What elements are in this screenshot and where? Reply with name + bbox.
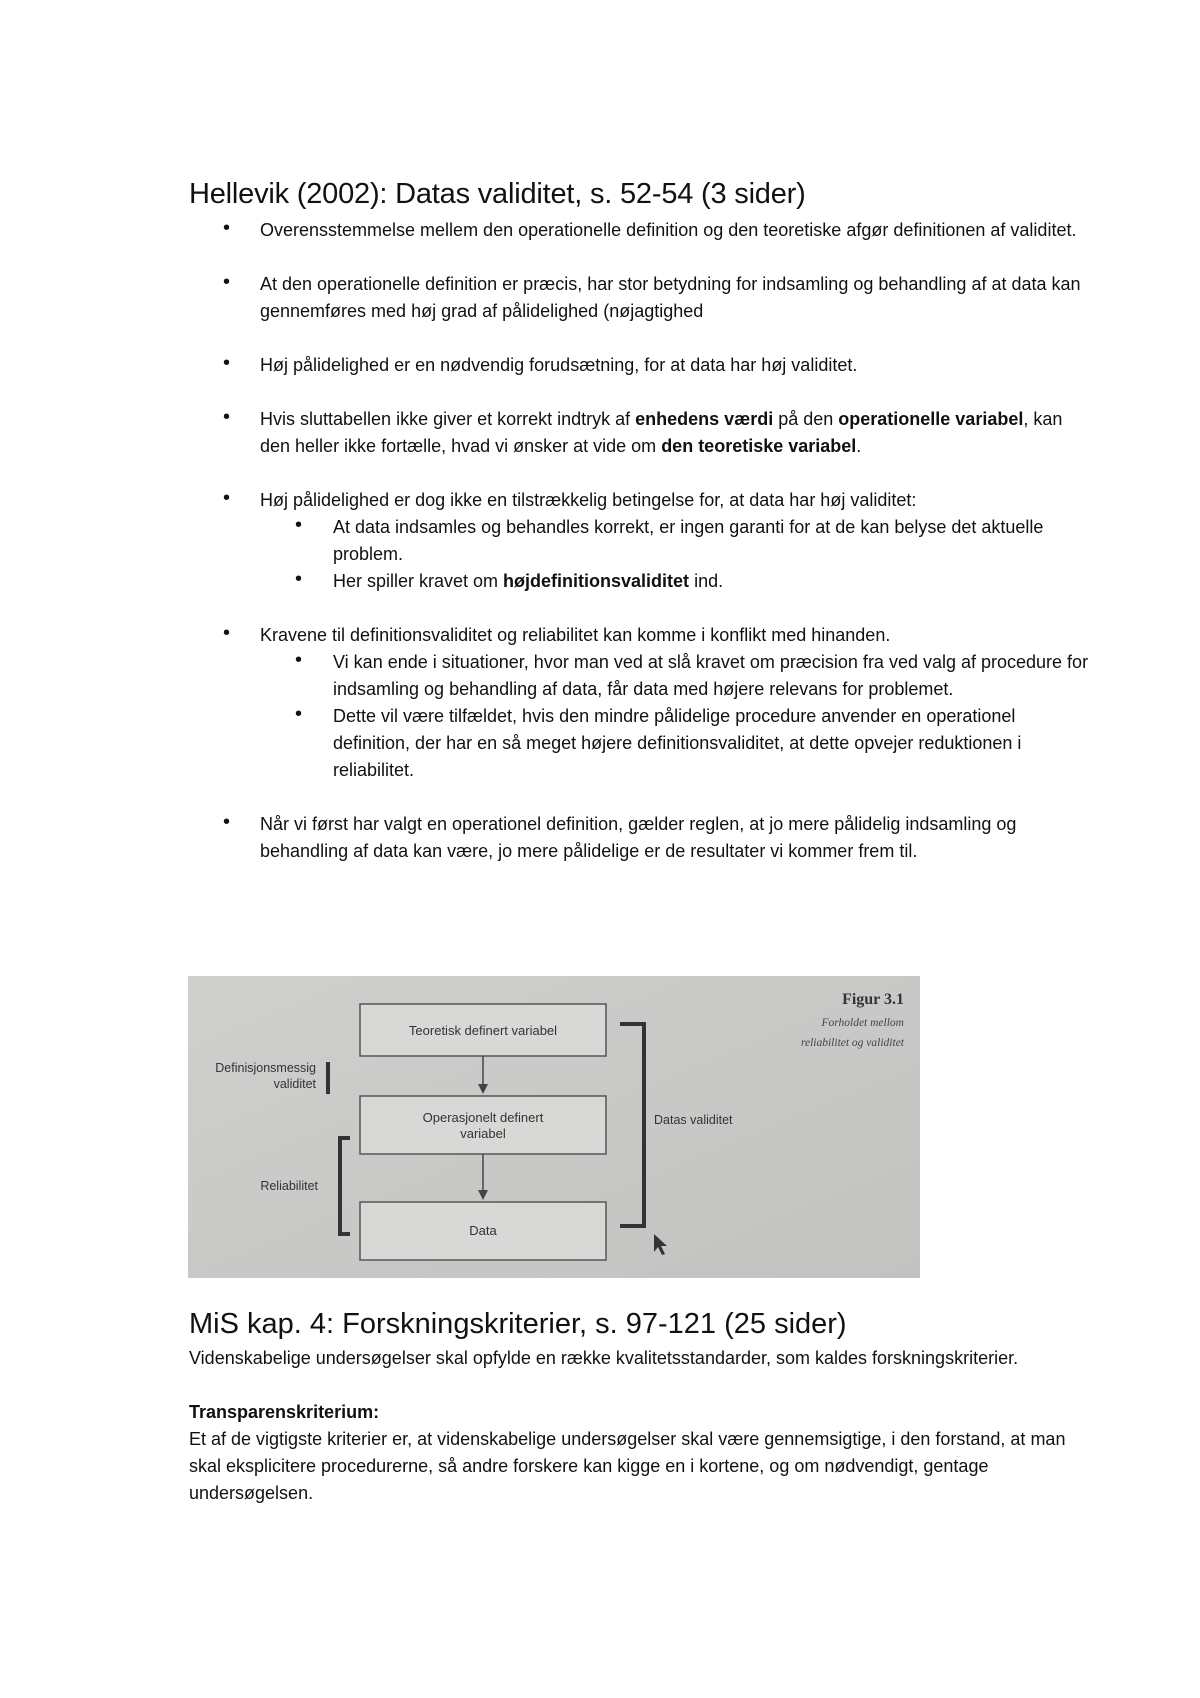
box-theoretical-label: Teoretisk definert variabel (408, 1023, 558, 1038)
bullet-text: , kan den heller ikke fortælle, hvad vi ønsker at vide om (260, 409, 1063, 456)
list-item (189, 406, 1089, 460)
section-title: Hellevik (2002): Datas validitet, s. 52-54 (3 sider) (189, 178, 806, 210)
figure-number: Figur 3.1 (842, 991, 904, 1008)
list-item (189, 217, 1089, 244)
right-label-validity: Datas validitet (654, 1113, 733, 1127)
bullet-text: Hvis sluttabellen ikke giver et korrekt indtryk af (260, 409, 636, 429)
bullet-text: Her spiller kravet om (333, 571, 504, 591)
bullet-text: Høj pålidelighed er dog ikke en tilstrækkelig betingelse for, at data har høj validitet: (260, 490, 917, 510)
left-label-definition: validitet (273, 1077, 316, 1091)
section-mis (189, 1308, 1089, 1507)
left-label-reliability: Reliabilitet (260, 1179, 318, 1193)
bullet-text: At den operationelle definition er præcis, har stor betydning for indsamling og behandling af at data kan gennemføres med høj grad af pålidelighed (nøjagtighed (260, 274, 1081, 321)
sub-list-item (189, 703, 1089, 784)
box-operational-label: variabel (460, 1126, 506, 1141)
bullet-text: ind. (689, 571, 724, 591)
sub-list-item (189, 514, 1089, 568)
list-item (189, 622, 1089, 784)
box-operational (360, 1096, 606, 1154)
figure-diagram (188, 976, 920, 1278)
bullet-text: på den (773, 409, 839, 429)
subheading: Transparenskriterium: (189, 1402, 380, 1422)
list-item (189, 271, 1089, 325)
bold-term: enhedens værdi (635, 409, 774, 429)
bold-term: den teoretiske variabel (661, 436, 857, 456)
section-hellevik (189, 178, 1089, 892)
box-data-label: Data (469, 1223, 497, 1238)
box-operational-label: Operasjonelt definert (422, 1110, 544, 1125)
sub-list (260, 514, 1089, 595)
body-paragraph: Et af de vigtigste kriterier er, at videnskabelige undersøgelser skal være gennemsigtige, i den forstand, at man skal eksplicitere procedurerne, så andre forskere kan kigge en i kortene, og om nødvendigt, gentage undersøgelsen. (189, 1429, 1066, 1503)
bullet-text: Vi kan ende i situationer, hvor man ved at slå kravet om præcision fra ved valg af procedure for indsamling og behandling af data, får data med højere relevans for problemet. (333, 652, 1089, 699)
figure-caption: reliabilitet og validitet (800, 1037, 904, 1049)
bullet-text: Overensstemmelse mellem den operationelle definition og den teoretiske afgør definitionen af validitet. (260, 220, 1077, 240)
section-title: MiS kap. 4: Forskningskriterier, s. 97-121 (25 sider) (189, 1308, 847, 1340)
list-item (189, 487, 1089, 595)
list-item (189, 352, 1089, 379)
bullet-text: At data indsamles og behandles korrekt, er ingen garanti for at de kan belyse det aktuelle problem. (333, 517, 1044, 564)
bullet-text: Kravene til definitionsvaliditet og reliabilitet kan komme i konflikt med hinanden. (260, 625, 891, 645)
list-item (189, 811, 1089, 865)
bullet-text: Dette vil være tilfældet, hvis den mindre pålidelige procedure anvender en operationel definition, der har en så meget højere definitionsvaliditet, at dette opvejer reduktionen i reliabilitet. (333, 706, 1022, 780)
bullet-text: Høj pålidelighed er en nødvendig forudsætning, for at data har høj validitet. (260, 355, 858, 375)
figure-photo (188, 976, 920, 1278)
intro-paragraph: Videnskabelige undersøgelser skal opfylde en række kvalitetsstandarder, som kaldes forskningskriterier. (189, 1348, 1019, 1368)
bullet-text: Når vi først har valgt en operationel definition, gælder reglen, at jo mere pålidelig indsamling og behandling af data kan være, jo mere pålidelige er de resultater vi kommer frem til. (260, 814, 1017, 861)
bullet-text: . (856, 436, 862, 456)
bold-term: højdefinitionsvaliditet (503, 571, 690, 591)
left-label-definition: Definisjonsmessig (215, 1061, 316, 1075)
sub-list-item (189, 568, 1089, 595)
bullet-list (189, 217, 1089, 865)
sub-list-item (189, 649, 1089, 703)
bold-term: operationelle variabel (838, 409, 1024, 429)
figure-caption: Forholdet mellom (821, 1017, 904, 1029)
sub-list (260, 649, 1089, 784)
